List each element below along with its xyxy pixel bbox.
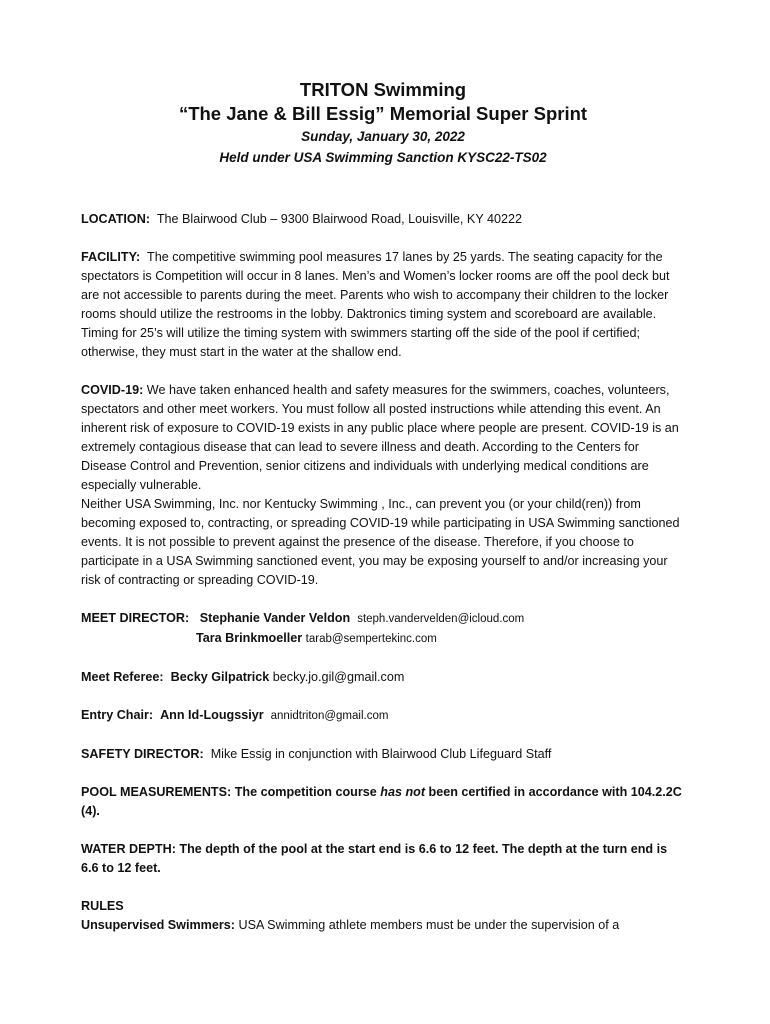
location-paragraph xyxy=(81,210,685,229)
covid-paragraph-2: Neither USA Swimming, Inc. nor Kentucky Swimming , Inc., can prevent you (or your child(ren)) from becoming exposed to, contracting, or spreading COVID-19 while participating in USA Swimming sanctioned events. It is not possible to prevent against the presence of the disease. Therefore, if you choose to participate in a USA Swimming sanctioned event, you may be exposing yourself to and/or increasing your risk of contracting or spreading COVID-19. xyxy=(81,497,680,587)
facility-text: The competitive swimming pool measures 17 lanes by 25 yards. The seating capacity for the spectators is Competition will occur in 8 lanes. Men’s and Women’s locker rooms are off the pool deck but are not accessible to parents during the meet. Parents who wish to accompany their children to the locker rooms should utilize the restrooms in the lobby. Daktronics timing system and scoreboard are available. Timing for 25’s will utilize the timing system with swimmers starting off the side of the pool if certified; otherwise, they must start in the water at the shallow end. xyxy=(81,250,670,359)
pool-measurements-paragraph xyxy=(81,783,685,821)
pool-measurements-text-2: been certified in accordance with 104.2.2C (4). xyxy=(81,785,682,818)
rules-heading: RULES xyxy=(81,899,124,913)
meet-director-email-2[interactable]: tarab@sempertekinc.com xyxy=(305,633,437,645)
pool-measurements-emphasis: has not xyxy=(380,785,426,799)
entry-chair-line xyxy=(81,706,685,726)
entry-chair-name: Ann Id-Lougssiyr xyxy=(160,708,264,722)
document-page xyxy=(81,78,685,935)
pool-measurements-text-1: POOL MEASUREMENTS: The competition course xyxy=(81,785,381,799)
meet-director-label: MEET DIRECTOR: xyxy=(81,611,190,625)
referee-label: Meet Referee: xyxy=(81,670,164,684)
unsupervised-swimmers-text: USA Swimming athlete members must be under the supervision of a xyxy=(238,918,620,932)
entry-chair-label: Entry Chair: xyxy=(81,708,154,722)
meet-director-name-2: Tara Brinkmoeller xyxy=(196,631,303,645)
covid-label: COVID-19: xyxy=(81,383,144,397)
referee-line xyxy=(81,668,685,687)
unsupervised-swimmers-label: Unsupervised Swimmers: xyxy=(81,918,235,932)
facility-label: FACILITY: xyxy=(81,250,141,264)
meet-director-line xyxy=(81,609,685,629)
referee-name: Becky Gilpatrick xyxy=(170,670,270,684)
safety-text: Mike Essig in conjunction with Blairwood Club Lifeguard Staff xyxy=(210,747,552,761)
meet-title: TRITON Swimming xyxy=(299,79,467,100)
safety-line xyxy=(81,745,685,764)
meet-director-line-2 xyxy=(81,629,685,649)
location-label: LOCATION: xyxy=(81,212,151,226)
referee-email[interactable]: becky.jo.gil@gmail.com xyxy=(272,670,405,684)
entry-chair-email[interactable]: annidtriton@gmail.com xyxy=(270,710,389,722)
covid-paragraph xyxy=(81,381,685,495)
location-text: The Blairwood Club – 9300 Blairwood Road, Louisville, KY 40222 xyxy=(156,212,523,226)
covid-text-1: We have taken enhanced health and safety measures for the swimmers, coaches, volunteers, spectators and other meet workers. You must follow all posted instructions while attending this event. An inherent risk of exposure to COVID-19 exists in any public place where people are present. COVID-19 is an extremely contagious disease that can lead to severe illness and death. According to the Centers for Disease Control and Prevention, senior citizens and individuals with underlying medical conditions are especially vulnerable. xyxy=(81,383,679,492)
unsupervised-swimmers-paragraph xyxy=(81,916,685,935)
safety-label: SAFETY DIRECTOR: xyxy=(81,747,204,761)
water-depth-paragraph: WATER DEPTH: The depth of the pool at the start end is 6.6 to 12 feet. The depth at the turn end is 6.6 to 12 feet. xyxy=(81,842,668,875)
meet-subtitle: “The Jane & Bill Essig” Memorial Super Sprint xyxy=(178,103,588,124)
facility-paragraph xyxy=(81,248,685,362)
sanction-line: Held under USA Swimming Sanction KYSC22-TS02 xyxy=(219,150,547,165)
meet-director-email-1[interactable]: steph.vandervelden@icloud.com xyxy=(357,613,525,625)
meet-date: Sunday, January 30, 2022 xyxy=(301,129,465,144)
meet-director-name-1: Stephanie Vander Veldon xyxy=(199,611,351,625)
